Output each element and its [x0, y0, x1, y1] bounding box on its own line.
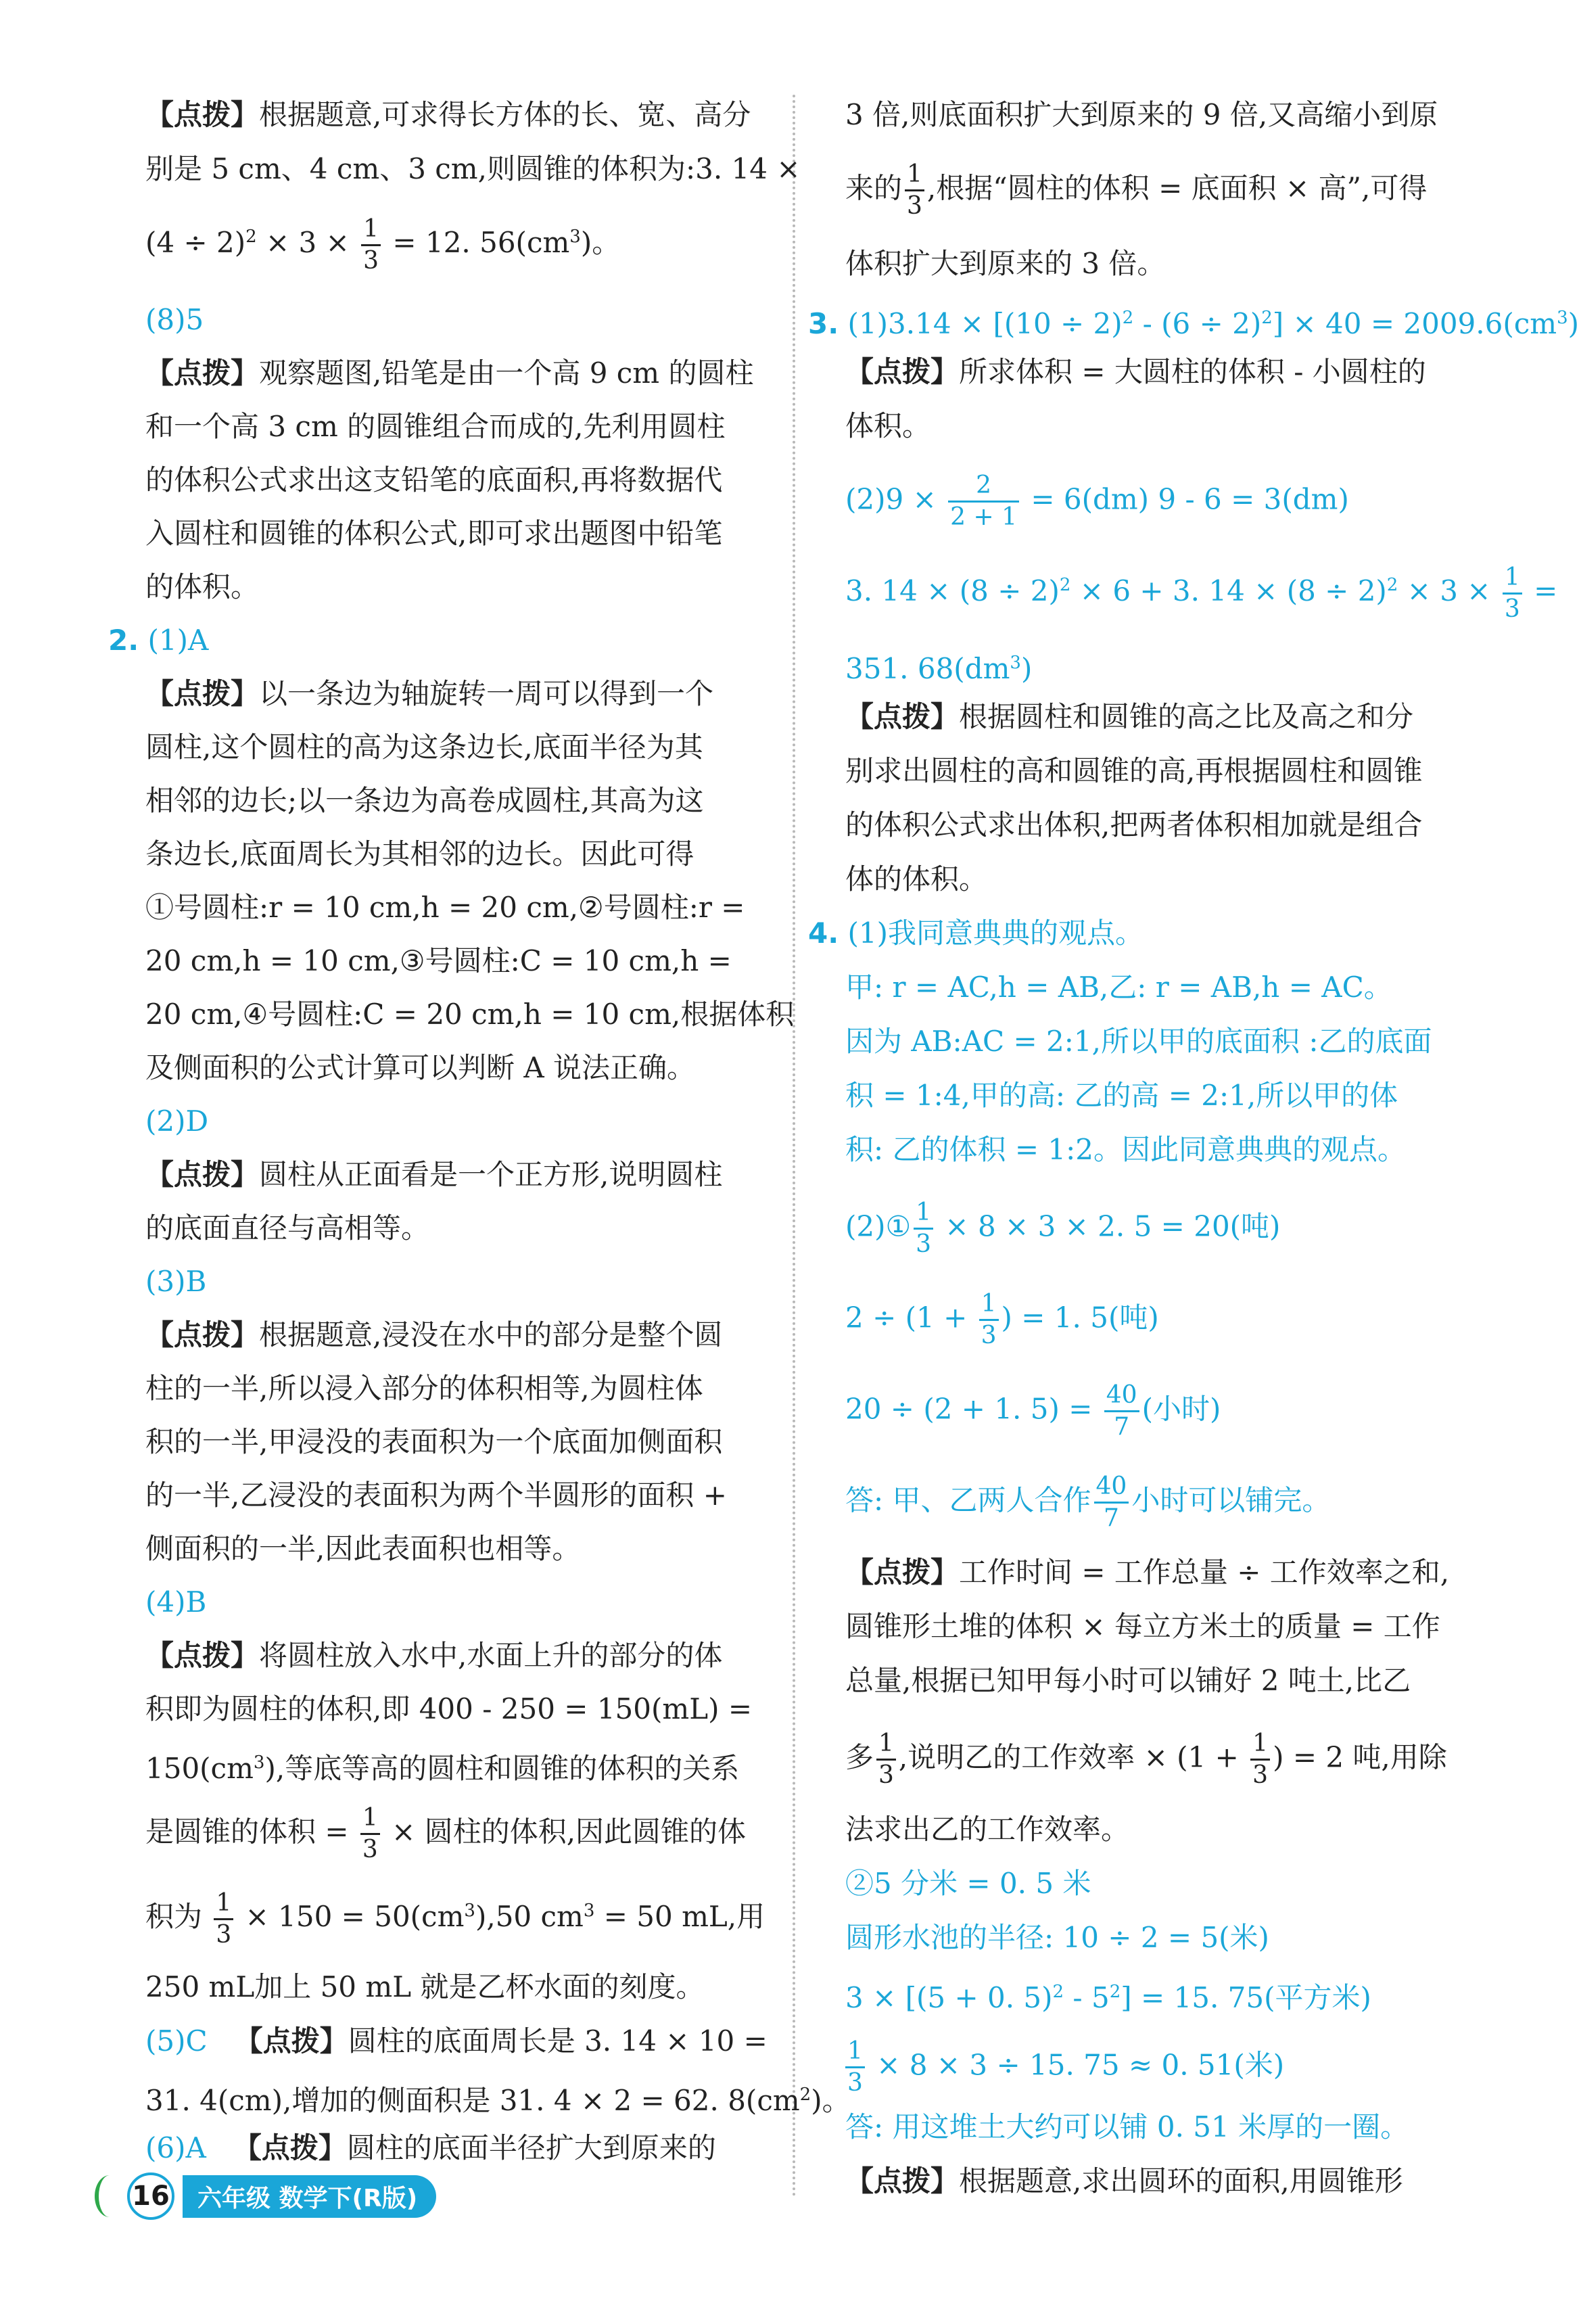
text-line: 体积。	[845, 409, 931, 442]
answer-line: 因为 AB:AC = 2:1,所以甲的底面积 :乙的底面	[845, 1025, 1432, 1058]
text-line: 【点拨】根据题意,求出圆环的面积,用圆锥形	[845, 2164, 1403, 2198]
answer-line: 20 ÷ (2 + 1. 5) = $\frac{40}{7}$ (小时)	[845, 1381, 1221, 1441]
text-line: 3 倍,则底面积扩大到原来的 9 倍,又高缩小到原	[845, 98, 1438, 131]
answer-line: (8)5	[145, 303, 204, 336]
fraction: $\frac{1}{3}$	[1250, 1732, 1270, 1788]
text-line: 多 $\frac{1}{3}$ ,说明乙的工作效率 × (1 + $\frac{1}{3}$ ) = 2 吨,用除	[845, 1729, 1447, 1789]
text-line: 的体积。	[145, 570, 260, 603]
fraction: $\frac{40}{7}$	[1104, 1383, 1139, 1439]
question-heading: 4. (1)我同意典典的观点。	[808, 916, 1144, 950]
text-line: 积即为圆柱的体积,即 400 - 250 = 150(mL) =	[145, 1692, 753, 1725]
text-line: 别求出圆柱的高和圆锥的高,再根据圆柱和圆锥	[845, 754, 1423, 787]
fraction: $\frac{1}{3}$	[1503, 565, 1522, 622]
answer-line: (2)9 × $\frac{2}{2 + 1}$ = 6(dm) 9 - 6 = 3(dm)	[845, 471, 1349, 531]
fraction: $\frac{1}{3}$	[214, 1891, 233, 1947]
answer-line: ②5 分米 = 0. 5 米	[845, 1867, 1091, 1900]
answer-line: $\frac{1}{3}$ × 8 × 3 ÷ 15. 75 ≈ 0. 51(米)	[845, 2039, 1522, 2095]
text-line: 【点拨】工作时间 = 工作总量 ÷ 工作效率之和,	[845, 1556, 1450, 1589]
answer-line: (3)B	[145, 1265, 207, 1298]
answer-line: 积 = 1:4,甲的高: 乙的高 = 2:1,所以甲的体	[845, 1079, 1398, 1112]
text-line: 【点拨】根据题意,可求得长方体的长、宽、高分	[145, 98, 751, 131]
page-footer	[95, 2172, 436, 2220]
answer-line: 3. $14 \times (8 \div 2)^2 \times 6 + 3$. $14 \times (8 \div 2)^2 \times 3$ × $\frac{1}{3}$ =	[845, 563, 1558, 623]
fraction: $\frac{1}{3}$	[360, 1806, 380, 1862]
text-line: 总量,根据已知甲每小时可以铺好 2 吨土,比乙	[845, 1664, 1411, 1697]
fraction: $\frac{1}{3}$	[905, 162, 924, 218]
fraction: $\frac{2}{2 + 1}$	[948, 473, 1019, 530]
text-line: 【点拨】将圆柱放入水中,水面上升的部分的体	[145, 1639, 723, 1672]
leaf-icon	[95, 2175, 124, 2217]
answer-line: 351. $68(dm^3)$	[845, 652, 1033, 685]
text-line: 体积扩大到原来的 3 倍。	[845, 247, 1166, 280]
answer-line: (2)D	[145, 1105, 209, 1138]
text-line: 和一个高 3 cm 的圆锥组合而成的,先利用圆柱	[145, 410, 726, 443]
text-line: 250 mL加上 50 mL 就是乙杯水面的刻度。	[145, 1970, 705, 2003]
text-line: 柱的一半,所以浸入部分的体积相等,为圆柱体	[145, 1372, 703, 1405]
answer-line: 2 ÷ (1 + $\frac{1}{3}$ ) = 1. 5(吨)	[845, 1290, 1159, 1349]
fraction: $\frac{1}{3}$	[979, 1292, 999, 1348]
text-line: 20 cm,④号圆柱:C = 20 cm,h = 10 cm,根据体积	[145, 998, 795, 1031]
text-line: 条边长,底面周长为其相邻的边长。因此可得	[145, 837, 694, 870]
answer-line: 答: 用这堆土大约可以铺 0. 51 米厚的一圈。	[845, 2110, 1409, 2143]
text-line: 入圆柱和圆锥的体积公式,即可求出题图中铅笔	[145, 517, 723, 550]
answer-line: 甲: r = AC,h = AB,乙: r = AB,h = AC。	[845, 971, 1392, 1004]
text-line: 相邻的边长;以一条边为高卷成圆柱,其高为这	[145, 784, 704, 817]
text-line: 的体积公式求出体积,把两者体积相加就是组合	[845, 808, 1423, 841]
answer-line: 3 × [(5 + 0. $5)^2 - 5^2] = 15$. 75(平方米)	[845, 1981, 1371, 2014]
text-line: $(4 \div 2)^2 \times 3$ × $\frac{1}{3}$ = 12. $56(cm^3)$。	[145, 214, 621, 275]
text-line: 圆柱,这个圆柱的高为这条边长,底面半径为其	[145, 730, 703, 764]
question-heading: 3. $(1)3.14 \times [(10 \div 2)^2 - (6 \div 2)^2] \times 40 = 2009.6(cm^3)$	[808, 307, 1579, 340]
fraction: $\frac{1}{3}$	[361, 217, 381, 273]
text-line: 【点拨】观察题图,铅笔是由一个高 9 cm 的圆柱	[145, 356, 754, 390]
text-line: 是圆锥的体积 = $\frac{1}{3}$ × 圆柱的体积,因此圆锥的体	[145, 1804, 747, 1863]
text-line: (6)A 【点拨】圆柱的底面半径扩大到原来的	[145, 2131, 716, 2164]
question-heading: 2. (1)A	[108, 624, 209, 657]
text-line: 【点拨】根据圆柱和圆锥的高之比及高之和分	[845, 700, 1414, 733]
text-line: 积的一半,甲浸没的表面积为一个底面加侧面积	[145, 1425, 723, 1458]
text-line: 别是 5 cm、4 cm、3 cm,则圆锥的体积为:3. 14 ×	[145, 152, 801, 185]
text-line: 及侧面积的公式计算可以判断 A 说法正确。	[145, 1051, 696, 1084]
answer-line: (2)① $\frac{1}{3}$ × 8 × 3 × 2. 5 = 20(吨)	[845, 1199, 1281, 1258]
answer-line: 圆形水池的半径: 10 ÷ 2 = 5(米)	[845, 1921, 1269, 1954]
text-line: 积为 $\frac{1}{3}$ × $150 = 50(cm^3),50$ $cm^3 = 50$ mL,用	[145, 1888, 765, 1949]
text-line: (5)C 【点拨】圆柱的底面周长是 3. 14 × 10 =	[145, 2024, 768, 2058]
text-line: 来的 $\frac{1}{3}$ ,根据“圆柱的体积 = 底面积 × 高”,可得	[845, 160, 1428, 220]
text-line: 【点拨】所求体积 = 大圆柱的体积 - 小圆柱的	[845, 355, 1426, 388]
fraction: $\frac{1}{3}$	[845, 2039, 865, 2095]
text-line: 圆锥形土堆的体积 × 每立方米土的质量 = 工作	[845, 1610, 1440, 1643]
book-title-badge: 六年级 数学下(R版)	[183, 2175, 436, 2218]
text-line: 【点拨】圆柱从正面看是一个正方形,说明圆柱	[145, 1158, 723, 1191]
fraction: $\frac{1}{3}$	[914, 1201, 933, 1257]
page-number: 16	[127, 2172, 174, 2220]
answer-line: 积: 乙的体积 = 1:2。因此同意典典的观点。	[845, 1133, 1406, 1166]
text-line: 的体积公式求出这支铅笔的底面积,再将数据代	[145, 463, 723, 496]
text-line: 法求出乙的工作效率。	[845, 1813, 1130, 1846]
fraction: $\frac{1}{3}$	[876, 1732, 896, 1788]
text-line: 20 cm,h = 10 cm,③号圆柱:C = 10 cm,h =	[145, 944, 732, 977]
text-line: 的一半,乙浸没的表面积为两个半圆形的面积 +	[145, 1479, 727, 1512]
text-line: 侧面积的一半,因此表面积也相等。	[145, 1532, 581, 1565]
text-line: 31. 4(cm),增加的侧面积是 31. 4 × 2 = 62. $8(cm^2)$。	[145, 2084, 851, 2117]
fraction: $\frac{40}{7}$	[1094, 1474, 1129, 1531]
text-line: 【点拨】根据题意,浸没在水中的部分是整个圆	[145, 1318, 723, 1351]
answer-line: 答: 甲、乙两人合作 $\frac{40}{7}$ 小时可以铺完。	[845, 1472, 1331, 1532]
text-line: ①号圆柱:r = 10 cm,h = 20 cm,②号圆柱:r =	[145, 891, 745, 924]
text-line: 体的体积。	[845, 862, 988, 896]
text-line: 的底面直径与高相等。	[145, 1211, 430, 1245]
text-line: 【点拨】以一条边为轴旋转一周可以得到一个	[145, 677, 714, 710]
text-line: $150(cm^3)$,等底等高的圆柱和圆锥的体积的关系	[145, 1752, 740, 1785]
answer-line: (4)B	[145, 1585, 207, 1619]
